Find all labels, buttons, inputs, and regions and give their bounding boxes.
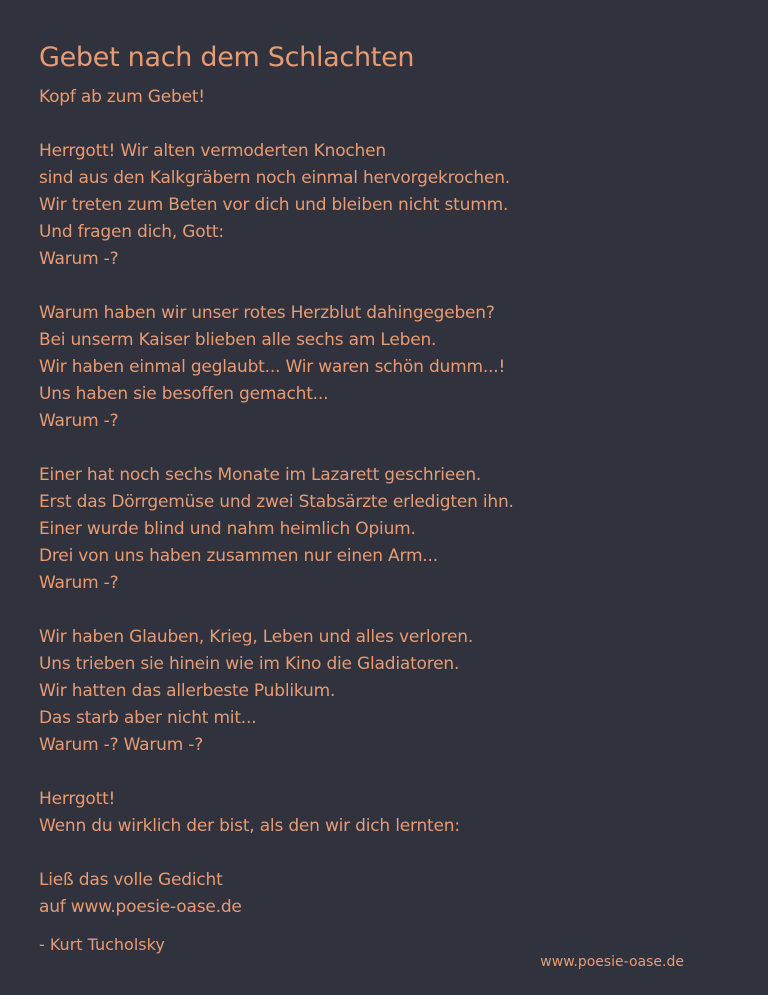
- poem-body: [39, 84, 739, 921]
- stanza-gap: [39, 273, 739, 300]
- stanza-gap: [39, 435, 739, 462]
- poem-line: Uns haben sie besoffen gemacht...: [39, 384, 329, 404]
- poem-line: Herrgott!: [39, 789, 116, 809]
- poem-line: Kopf ab zum Gebet!: [39, 87, 205, 107]
- poem-line: Wir haben Glauben, Krieg, Leben und alles verloren.: [39, 627, 474, 647]
- poem-line: Herrgott! Wir alten vermoderten Knochen: [39, 141, 386, 161]
- poem-line: Einer wurde blind und nahm heimlich Opium.: [39, 519, 416, 539]
- poem-line: Wenn du wirklich der bist, als den wir dich lernten:: [39, 816, 460, 836]
- poem-author: - Kurt Tucholsky: [39, 935, 165, 954]
- poem-line: Warum -?: [39, 249, 119, 269]
- poem-line: Einer hat noch sechs Monate im Lazarett geschrieen.: [39, 465, 482, 485]
- poem-line: Warum haben wir unser rotes Herzblut dahingegeben?: [39, 303, 495, 323]
- poem-line: Wir treten zum Beten vor dich und bleiben nicht stumm.: [39, 195, 509, 215]
- poem-line: Und fragen dich, Gott:: [39, 222, 224, 242]
- stanza-gap: [39, 597, 739, 624]
- poem-line: Warum -?: [39, 411, 119, 431]
- poem-line: Drei von uns haben zusammen nur einen Arm...: [39, 546, 438, 566]
- poem-line: Das starb aber nicht mit...: [39, 708, 257, 728]
- stanza-gap: [39, 111, 739, 138]
- poem-line: Warum -?: [39, 573, 119, 593]
- stanza-gap: [39, 840, 739, 867]
- poem-line: Warum -? Warum -?: [39, 735, 204, 755]
- poem-line: Erst das Dörrgemüse und zwei Stabsärzte erledigten ihn.: [39, 492, 514, 512]
- poem-line: Ließ das volle Gedicht: [39, 870, 223, 890]
- poem-title: Gebet nach dem Schlachten: [39, 42, 415, 73]
- poem-line: Wir haben einmal geglaubt... Wir waren schön dumm...!: [39, 357, 506, 377]
- poem-line: auf www.poesie-oase.de: [39, 897, 242, 917]
- site-watermark: www.poesie-oase.de: [540, 954, 684, 970]
- poem-line: Bei unserm Kaiser blieben alle sechs am Leben.: [39, 330, 437, 350]
- poem-line: Wir hatten das allerbeste Publikum.: [39, 681, 336, 701]
- stanza-gap: [39, 759, 739, 786]
- poem-line: sind aus den Kalkgräbern noch einmal hervorgekrochen.: [39, 168, 510, 188]
- poem-line: Uns trieben sie hinein wie im Kino die Gladiatoren.: [39, 654, 460, 674]
